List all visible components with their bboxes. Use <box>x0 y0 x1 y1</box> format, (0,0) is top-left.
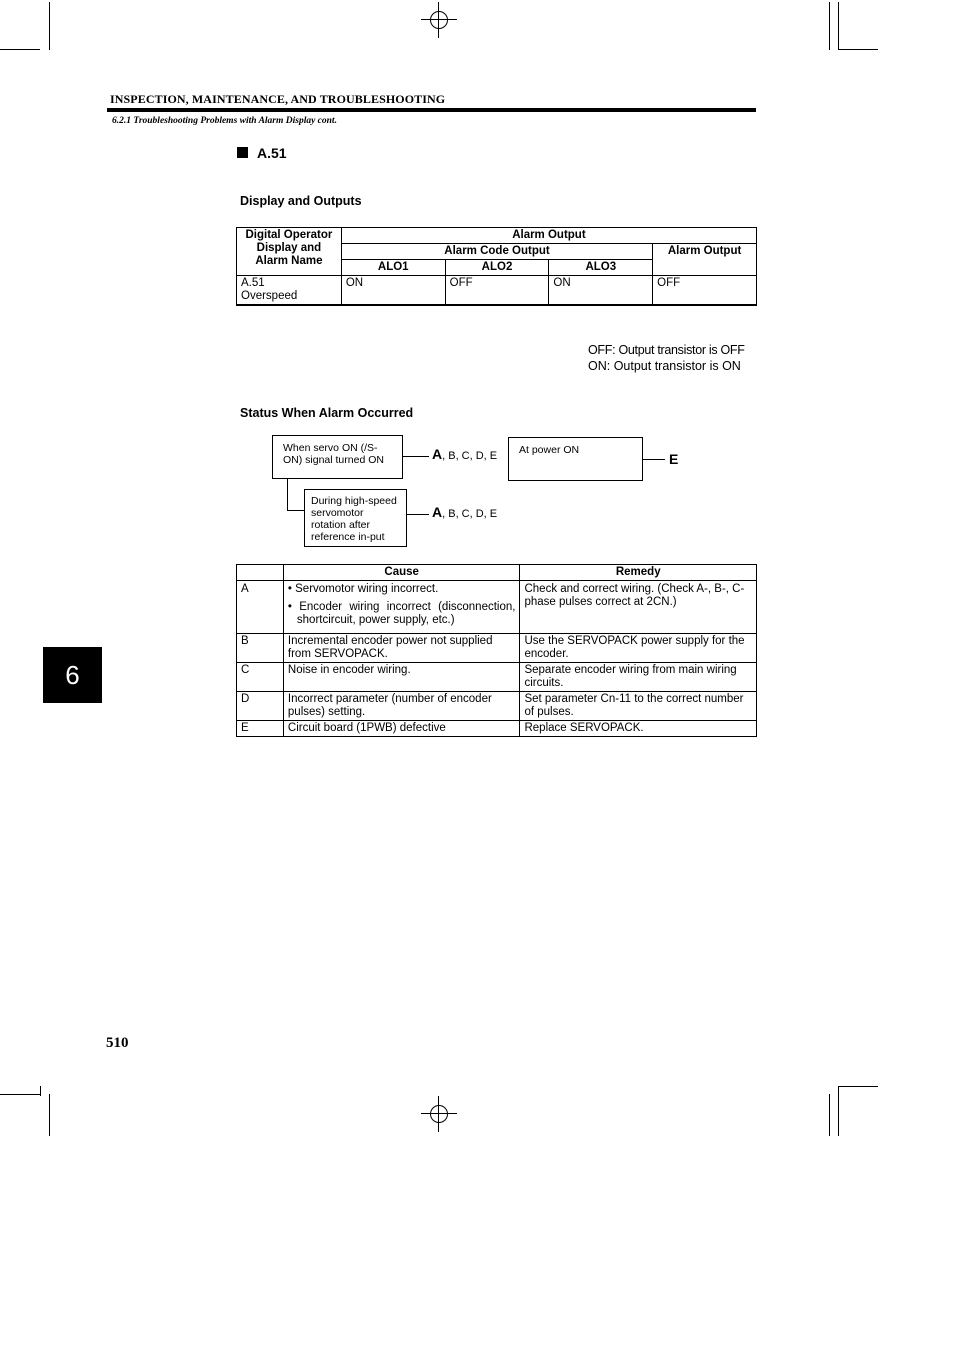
status-label-servo-on: A, B, C, D, E <box>432 446 498 462</box>
display-outputs-heading: Display and Outputs <box>240 194 362 208</box>
alarm-output-value: OFF <box>653 276 757 306</box>
status-label-high-speed: A, B, C, D, E <box>432 504 498 520</box>
square-bullet-icon <box>237 147 248 158</box>
row-cause: Noise in encoder wiring. <box>283 663 520 692</box>
table-row <box>237 721 757 737</box>
row-remedy: Set parameter Cn-11 to the correct number of pulses. <box>520 692 757 721</box>
page-number: 510 <box>106 1035 129 1051</box>
header-alarm-output: Alarm Output <box>341 228 756 244</box>
display-outputs-table <box>236 227 757 306</box>
connector-line <box>287 510 304 511</box>
row-remedy: Use the SERVOPACK power supply for the encoder. <box>520 634 757 663</box>
status-box-servo-on: When servo ON (/S-ON) signal turned ON <box>272 435 403 479</box>
row-cause: Incremental encoder power not supplied from SERVOPACK. <box>283 634 520 663</box>
row-remedy: Replace SERVOPACK. <box>520 721 757 737</box>
connector-line <box>407 514 429 515</box>
connector-line <box>643 459 665 460</box>
row-cause <box>283 581 520 634</box>
chapter-side-tab: 6 <box>43 647 102 703</box>
header-alarm-output-sub: Alarm Output <box>653 244 757 276</box>
status-box-power-on: At power ON <box>508 437 643 481</box>
header-operator-display: Digital Operator Display and Alarm Name <box>237 228 342 276</box>
connector-line <box>287 479 288 511</box>
list-item: • Servomotor wiring incorrect. <box>287 583 439 595</box>
alarm-name-cell <box>237 276 342 306</box>
legend-off: OFF: Output transistor is OFF <box>588 343 745 357</box>
row-cause: Circuit board (1PWB) defective <box>283 721 520 737</box>
subsection-title: 6.2.1 Troubleshooting Problems with Alarm Display cont. <box>112 116 337 126</box>
legend-on: ON: Output transistor is ON <box>588 359 741 373</box>
status-label-power-on: E <box>669 451 679 467</box>
alarm-code: A.51 <box>241 277 265 289</box>
row-id: A <box>237 581 284 634</box>
header-alo1: ALO1 <box>341 260 445 276</box>
chapter-title: INSPECTION, MAINTENANCE, AND TROUBLESHOOTING <box>110 92 446 106</box>
row-cause: Incorrect parameter (number of encoder pulses) setting. <box>283 692 520 721</box>
header-id <box>237 565 284 581</box>
row-id: E <box>237 721 284 737</box>
alo3-value: ON <box>549 276 653 306</box>
cause-remedy-table <box>236 564 757 737</box>
row-remedy: Check and correct wiring. (Check A-, B-, C-phase pulses correct at 2CN.) <box>520 581 757 634</box>
header-remedy: Remedy <box>520 565 757 581</box>
header-rule <box>107 108 756 112</box>
header-alo2: ALO2 <box>445 260 549 276</box>
status-box-high-speed: During high-speed servomotor rotation after reference in-put <box>304 489 407 547</box>
row-remedy: Separate encoder wiring from main wiring circuits. <box>520 663 757 692</box>
alo1-value: ON <box>341 276 445 306</box>
header-alarm-code-output: Alarm Code Output <box>341 244 652 260</box>
header-cause: Cause <box>283 565 520 581</box>
table-row <box>237 634 757 663</box>
section-title-text: A.51 <box>257 145 287 161</box>
row-id: B <box>237 634 284 663</box>
table-row <box>237 581 757 634</box>
row-id: C <box>237 663 284 692</box>
alarm-name: Overspeed <box>241 290 298 302</box>
table-row <box>237 692 757 721</box>
header-alo3: ALO3 <box>549 260 653 276</box>
section-title <box>237 145 287 161</box>
list-item: • Encoder wiring incorrect (disconnection, shortcircuit, power supply, etc.) <box>287 601 516 626</box>
row-id: D <box>237 692 284 721</box>
status-heading: Status When Alarm Occurred <box>240 406 414 420</box>
connector-line <box>403 456 429 457</box>
table-row <box>237 663 757 692</box>
table-row <box>237 276 757 306</box>
alo2-value: OFF <box>445 276 549 306</box>
